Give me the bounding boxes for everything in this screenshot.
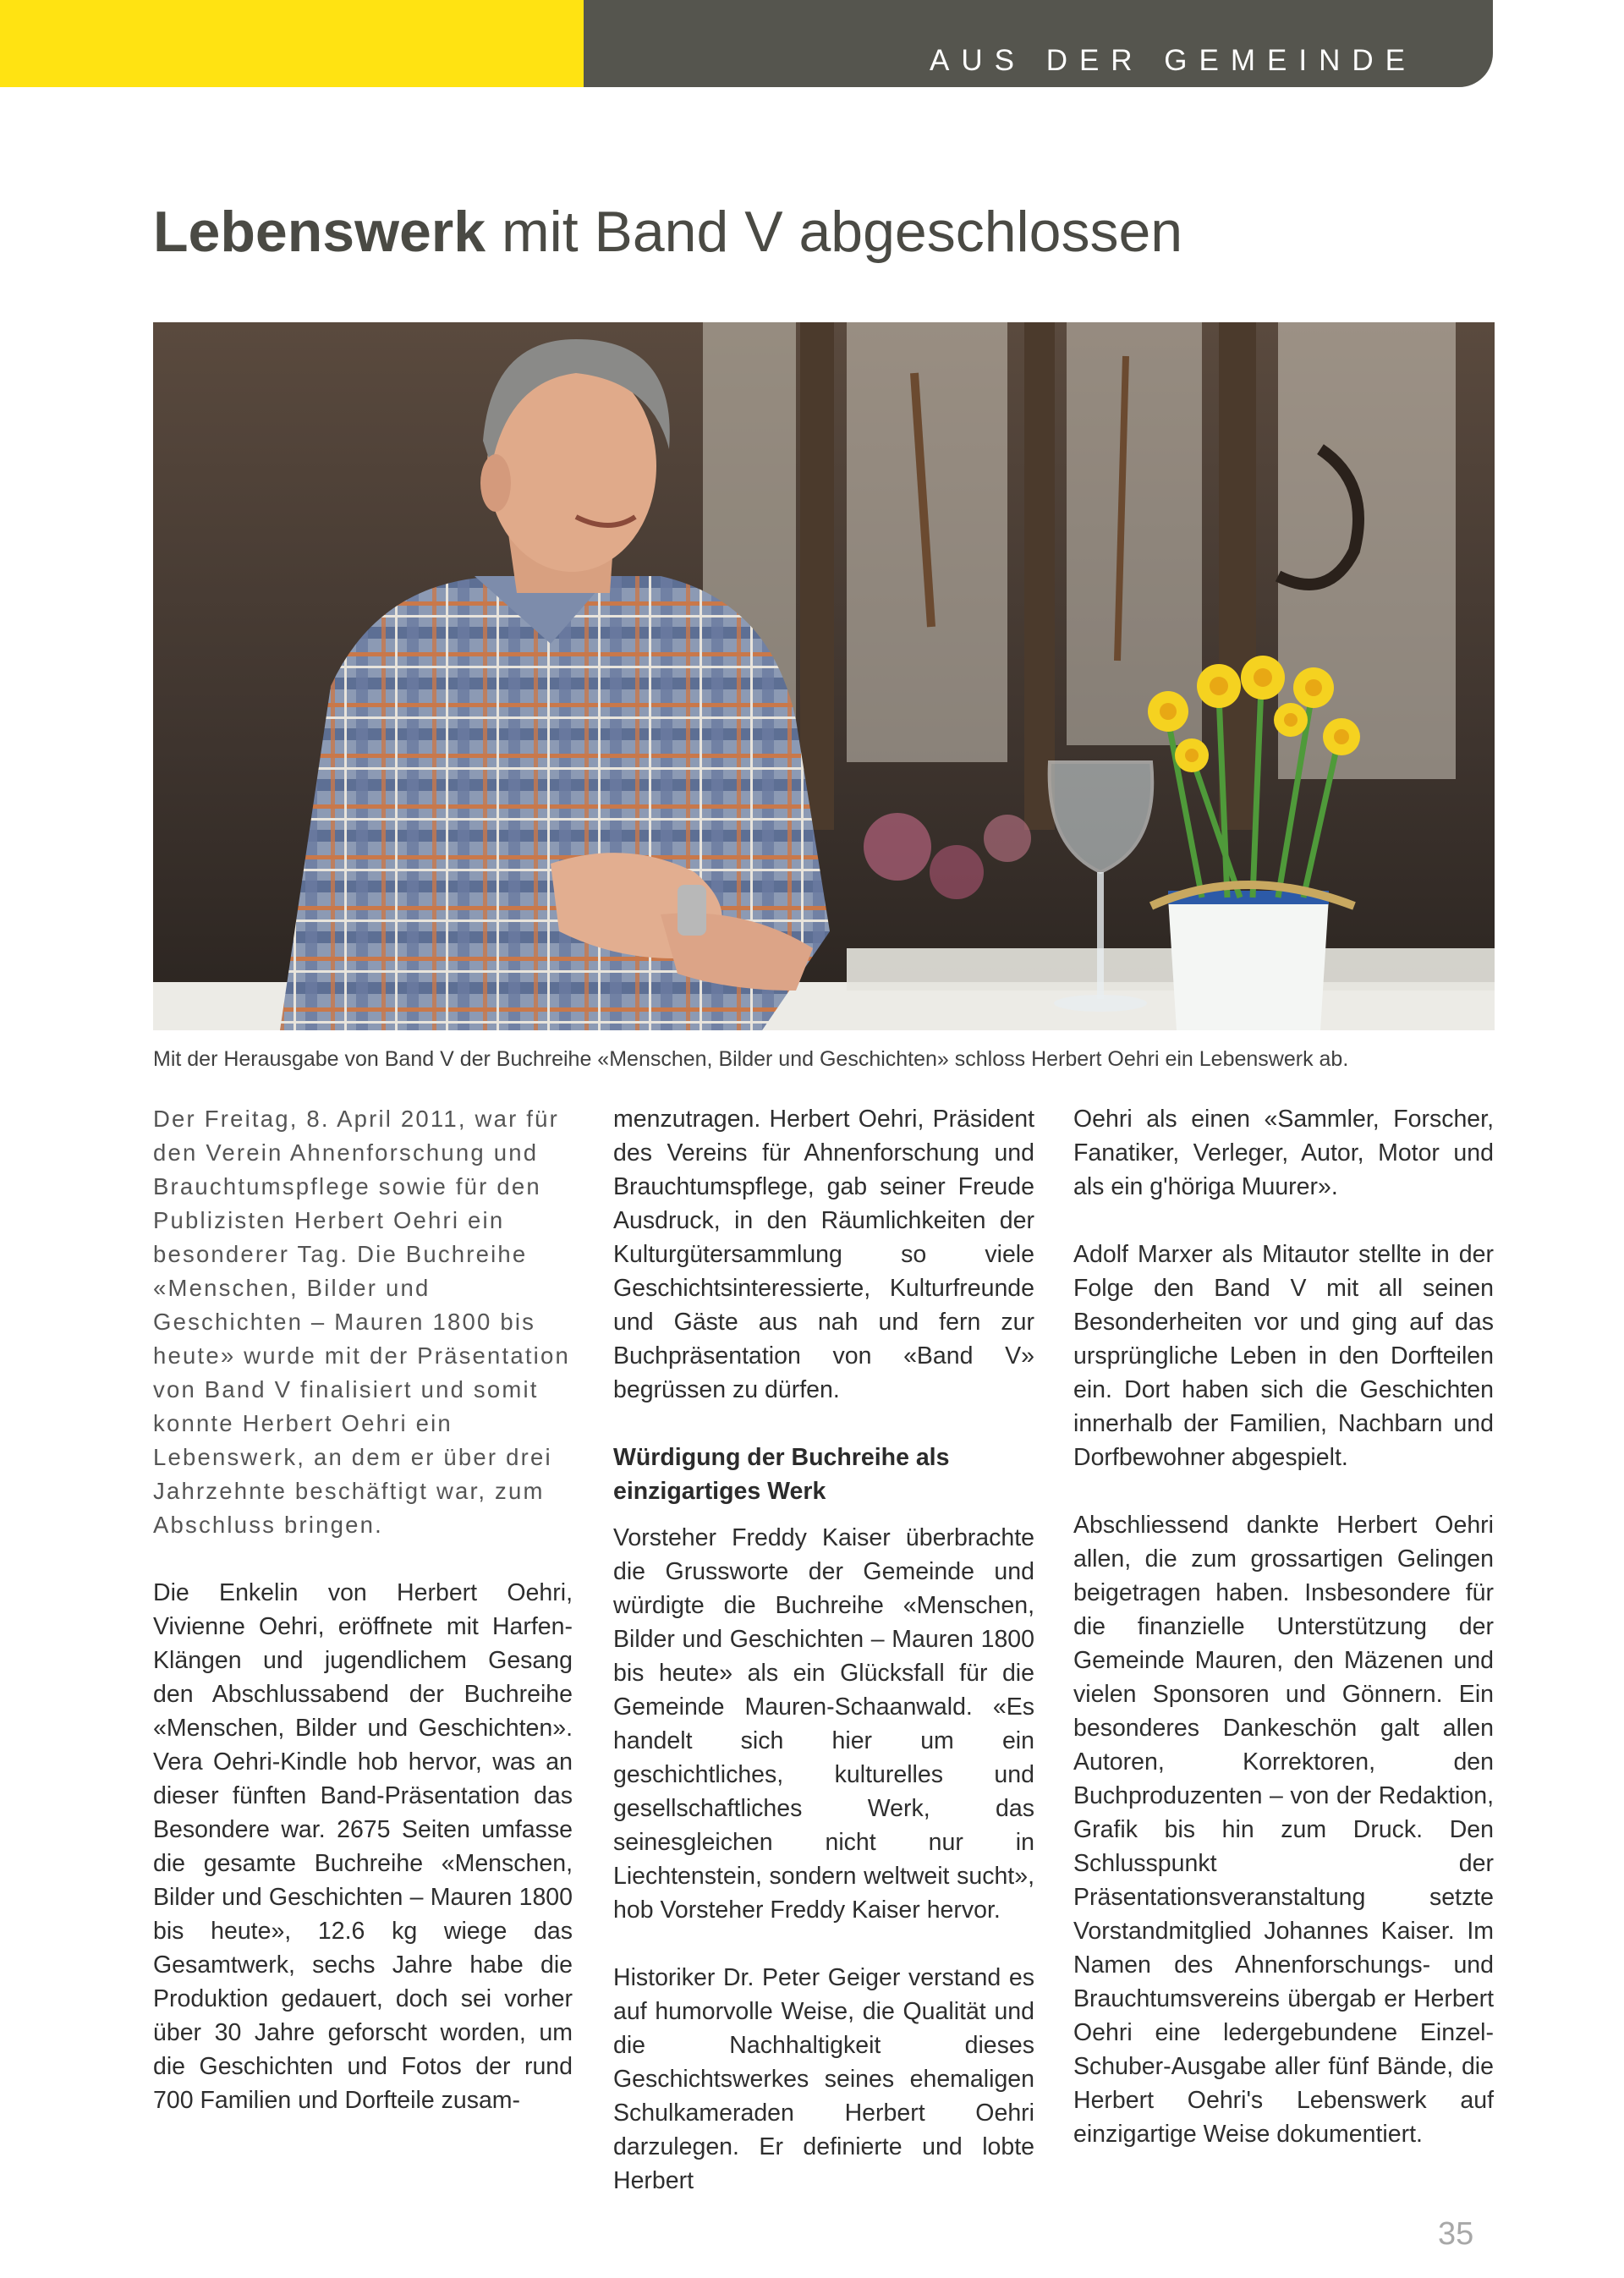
article-title-rest: mit Band V abgeschlossen [486,200,1183,264]
article-column-3 [1073,1102,1494,2151]
article-title-bold: Lebenswerk [153,200,486,264]
article-paragraph: Adolf Marxer als Mitautor stellte in der Folge den Band V mit all seinen Besonderheiten vor und ging auf das ursprüngliche Leben in den Dorfteilen ein. Dort haben sich die Geschichten innerhalb der Familien, Nachbarn und Dorfbewohner abgespielt. [1073,1241,1494,1471]
article-column-1 [153,1102,573,2117]
article-paragraph: Oehri als einen «Sammler, Forscher, Fanatiker, Verleger, Autor, Motor und als ein g'höriga Muurer». [1073,1106,1494,1200]
section-label: AUS DER GEMEINDE [930,44,1417,77]
header-yellow-bar [0,0,584,87]
article-paragraph: Vorsteher Freddy Kaiser überbrachte die Grussworte der Gemeinde und würdigte die Buchreihe «Menschen, Bilder und Geschichten – Mauren 1800 bis heute» als ein Glücksfall für die Gemeinde Mauren-Schaanwald. «Es handelt sich hier um ein geschichtliches, kulturelles und gesellschaftliches Werk, das seinesgleichen nicht nur in Liechtenstein, sondern weltweit sucht», hob Vorsteher Freddy Kaiser hervor. [613,1524,1034,1924]
article-title [153,200,1182,264]
article-paragraph: Historiker Dr. Peter Geiger verstand es auf humorvolle Weise, die Qualität und die Nachhaltigkeit dieses Geschichtswerkes seines ehemaligen Schulkameraden Herbert Oehri darzulegen. Er definierte und lobte Herbert [613,1964,1034,2194]
photo-caption: Mit der Herausgabe von Band V der Buchreihe «Menschen, Bilder und Geschichten» schloss Herbert Oehri ein Lebenswerk ab. [153,1047,1349,1071]
page-number: 35 [1438,2216,1474,2252]
article-subheading: Würdigung der Buchreihe als einzigartiges Werk [613,1444,950,1505]
photo-illustration [153,322,1495,1030]
article-photo [153,322,1495,1030]
article-lead: Der Freitag, 8. April 2011, war für den Verein Ahnenforschung und Brauchtumspflege sowie für den Publizisten Herbert Oehri ein besonderer Tag. Die Buchreihe «Menschen, Bilder und Geschichten – Mauren 1800 bis heute» wurde mit der Präsentation von Band V finalisiert und somit konnte Herbert Oehri ein Lebenswerk, an dem er über drei Jahrzehnte beschäftigt war, zum Abschluss bringen. [153,1106,570,1538]
article-column-2 [613,1102,1034,2198]
article-paragraph: Die Enkelin von Herbert Oehri, Vivienne Oehri, eröffnete mit Harfen-Klängen und jugendlichem Gesang den Abschlussabend der Buchreihe «Menschen, Bilder und Geschichten». Vera Oehri-Kindle hob hervor, was an dieser fünften Band-Präsentation das Besondere war. 2675 Seiten umfasse die gesamte Buchreihe «Menschen, Bilder und Geschichten – Mauren 1800 bis heute», 12.6 kg wiege das Gesamtwerk, sechs Jahre habe die Produktion gedauert, doch sei vorher über 30 Jahre geforscht worden, um die Geschichten und Fotos der rund 700 Familien und Dorfteile zusam- [153,1579,573,2114]
header-section-bar [584,0,1493,87]
article-paragraph: menzutragen. Herbert Oehri, Präsident des Vereins für Ahnenforschung und Brauchtumspflege, gab seiner Freude Ausdruck, in den Räumlichkeiten der Kulturgütersammlung so viele Geschichtsinteressierte, Kulturfreunde und Gäste aus nah und fern zur Buchpräsentation von «Band V» begrüssen zu dürfen. [613,1106,1034,1403]
article-paragraph: Abschliessend dankte Herbert Oehri allen, die zum grossartigen Gelingen beigetragen haben. Insbesondere für die finanzielle Unterstützung der Gemeinde Mauren, den Mäzenen und vielen Sponsoren und Gönnern. Ein besonderes Dankeschön galt allen Autoren, Korrektoren, den Buchproduzenten – von der Redaktion, Grafik bis hin zum Druck. Den Schlusspunkt der Präsentationsveranstaltung setzte Vorstandmitglied Johannes Kaiser. Im Namen des Ahnenforschungs- und Brauchtumsvereins übergab er Herbert Oehri eine ledergebundene Einzel-Schuber-Ausgabe aller fünf Bände, die Herbert Oehri's Lebenswerk auf einzigartige Weise dokumentiert. [1073,1512,1494,2148]
